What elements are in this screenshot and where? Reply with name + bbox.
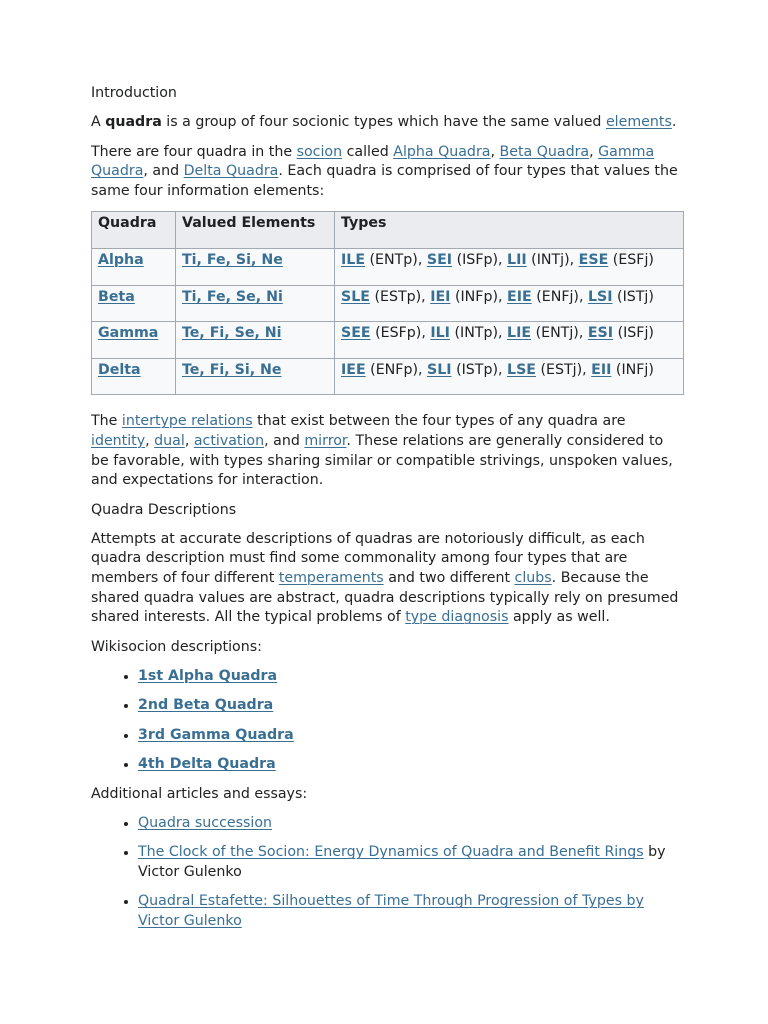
type-link[interactable]: LSI <box>587 288 613 305</box>
temperaments-link[interactable]: temperaments <box>278 570 384 587</box>
wikisocion-descriptions-label: Wikisocion descriptions: <box>91 638 262 655</box>
elements-combo-link[interactable]: Te, Fi, Si, Ne <box>182 361 282 378</box>
beta-quadra-link[interactable]: Beta Quadra <box>499 143 590 160</box>
activation-link[interactable]: activation <box>193 432 265 449</box>
type-link[interactable]: SLI <box>427 361 452 378</box>
type-link[interactable]: ILI <box>430 325 450 342</box>
quadra-cell <box>92 248 176 285</box>
socion-link[interactable]: socion <box>296 143 343 160</box>
alpha-quadra-link[interactable]: Alpha Quadra <box>393 143 491 160</box>
type-link[interactable]: LIE <box>507 325 532 342</box>
quadra-link[interactable]: Alpha <box>98 251 144 268</box>
list-item <box>138 892 684 931</box>
elements-combo-link[interactable]: Ti, Fe, Si, Ne <box>182 251 283 268</box>
types-cell: SLE (ESTp), IEI (INFp), EIE (ENFj), LSI (ISTj) <box>335 285 684 322</box>
clubs-link[interactable]: clubs <box>514 570 552 587</box>
types-cell: IEE (ENFp), SLI (ISTp), LSE (ESTj), EII (INFj) <box>335 358 684 395</box>
elements-cell <box>176 322 335 359</box>
elements-combo-link[interactable]: Te, Fi, Se, Ni <box>182 325 282 342</box>
quadra-cell <box>92 322 176 359</box>
section-heading-quadra-descriptions: Quadra Descriptions <box>91 501 237 518</box>
additional-articles-list <box>91 814 684 932</box>
quadra-link[interactable]: Delta <box>98 361 141 378</box>
table-row <box>92 358 684 395</box>
elements-link[interactable]: elements <box>605 114 672 131</box>
clock-of-socion-link[interactable]: The Clock of the Socion: Energy Dynamics of Quadra and Benefit Rings <box>138 844 644 861</box>
quadral-estafette-link[interactable]: Quadral Estafette: Silhouettes of Time Through Progression of Types by Victor Gulenko <box>138 893 644 929</box>
descriptions-paragraph: Attempts at accurate descriptions of quadras are notoriously difficult, as each quadra description must find some commonality among four types that are members of four different temperaments and two different clubs. Because the shared quadra values are abstract, quadra descriptions typically rely on presumed shared interests. All the typical problems of type diagnosis apply as well. <box>91 530 679 626</box>
elements-cell <box>176 358 335 395</box>
type-diagnosis-link[interactable]: type diagnosis <box>405 609 509 626</box>
quadra-succession-link[interactable]: Quadra succession <box>138 815 273 831</box>
identity-link[interactable]: identity <box>91 432 146 449</box>
column-header-quadra: Quadra <box>92 212 176 249</box>
gamma-quadra-description-link[interactable]: 3rd Gamma Quadra <box>138 726 294 743</box>
beta-quadra-description-link[interactable]: 2nd Beta Quadra <box>138 697 274 714</box>
type-link[interactable]: ILE <box>341 251 366 268</box>
elements-cell <box>176 285 335 322</box>
elements-cell <box>176 248 335 285</box>
types-cell: ILE (ENTp), SEI (ISFp), LII (INTj), ESE (ESFj) <box>335 248 684 285</box>
type-link[interactable]: SEE <box>341 325 371 342</box>
type-link[interactable]: SLE <box>341 288 370 305</box>
intertype-relations-link[interactable]: intertype relations <box>121 413 253 430</box>
quadra-link[interactable]: Gamma <box>98 325 159 342</box>
list-item <box>138 667 684 687</box>
article-body <box>91 84 684 941</box>
table-row <box>92 248 684 285</box>
list-item: • The Clock of the Socion: Energy Dynamics of Quadra and Benefit Rings by Victor Gulenko <box>138 843 684 882</box>
list-item <box>138 696 684 716</box>
quadra-cell <box>92 358 176 395</box>
quadra-table <box>91 211 684 395</box>
quadra-definition: A quadra is a group of four socionic types which have the same valued elements. <box>91 114 677 131</box>
type-link[interactable]: LSE <box>507 361 536 378</box>
type-link[interactable]: SEI <box>426 251 453 268</box>
alpha-quadra-description-link[interactable]: 1st Alpha Quadra <box>138 668 278 685</box>
type-link[interactable]: LII <box>507 251 527 268</box>
type-link[interactable]: ESE <box>578 251 609 268</box>
table-header-row <box>92 212 684 249</box>
section-heading-introduction: Introduction <box>91 85 177 101</box>
type-link[interactable]: EIE <box>507 288 532 305</box>
gamma-quadra-link[interactable]: Gamma Quadra <box>91 143 655 180</box>
quadra-term: quadra <box>105 114 162 131</box>
dual-link[interactable]: dual <box>154 432 185 449</box>
type-link[interactable]: IEE <box>341 361 366 378</box>
column-header-valued-elements: Valued Elements <box>176 212 335 249</box>
list-item <box>138 726 684 746</box>
types-cell: SEE (ESFp), ILI (INTp), LIE (ENTj), ESI (ISFj) <box>335 322 684 359</box>
delta-quadra-description-link[interactable]: 4th Delta Quadra <box>138 756 276 773</box>
additional-articles-label: Additional articles and essays: <box>91 785 308 802</box>
type-link[interactable]: ESI <box>587 325 614 342</box>
quadra-cell <box>92 285 176 322</box>
list-item <box>138 814 684 834</box>
wikisocion-links-list <box>91 667 684 775</box>
column-header-types: Types <box>335 212 684 249</box>
quadra-link[interactable]: Beta <box>98 288 135 305</box>
elements-combo-link[interactable]: Ti, Fe, Se, Ni <box>182 288 283 305</box>
table-row <box>92 322 684 359</box>
mirror-link[interactable]: mirror <box>304 432 347 449</box>
delta-quadra-link[interactable]: Delta Quadra <box>183 163 279 180</box>
type-link[interactable]: IEI <box>430 288 451 305</box>
four-quadra-paragraph: There are four quadra in the socion called Alpha Quadra, Beta Quadra, Gamma Quadra, and Delta Quadra. Each quadra is comprised of four types that values the same four information elements: <box>91 143 678 199</box>
list-item <box>138 755 684 775</box>
intertype-relations-paragraph: The intertype relations that exist between the four types of any quadra are identity, dual, activation, and mirror. These relations are generally considered to be favorable, with types sharing similar or compatible strivings, unspoken values, and expectations for interaction. <box>91 413 673 489</box>
type-link[interactable]: EII <box>591 361 612 378</box>
table-row <box>92 285 684 322</box>
